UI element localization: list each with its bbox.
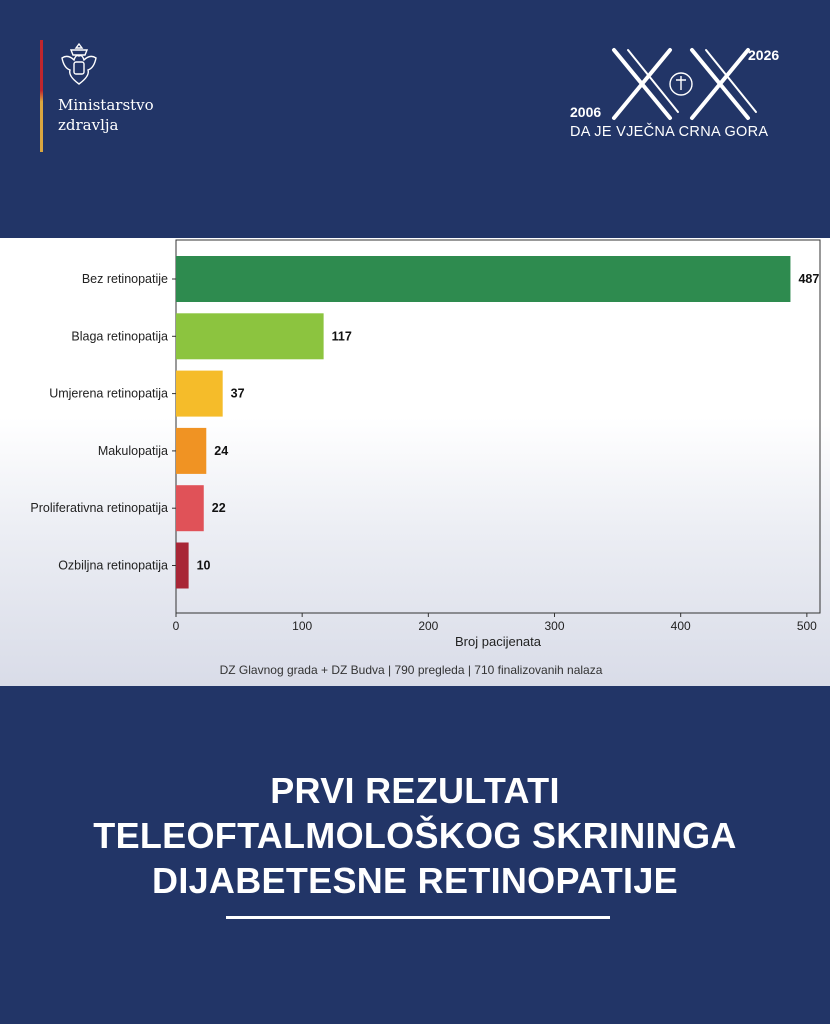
category-label-3: Umjerena retinopatija xyxy=(49,386,168,401)
bar-chart xyxy=(0,238,830,686)
chart-caption: DZ Glavnog grada + DZ Budva | 790 pregleda | 710 finalizovanih nalaza xyxy=(219,663,603,677)
header xyxy=(0,0,830,238)
headline-line-1: PRVI REZULTATI xyxy=(270,770,560,811)
x-axis-label: Broj pacijenata xyxy=(455,634,541,649)
bar-4 xyxy=(176,428,206,474)
category-label-4: Makulopatija xyxy=(97,443,168,458)
ministry-name: Ministarstvo zdravlja xyxy=(58,96,154,134)
x-tick-label-6: 500 xyxy=(796,619,817,633)
headline-underline xyxy=(226,916,610,919)
bar-2 xyxy=(176,313,324,359)
jubilee-motto: DA JE VJEČNA CRNA GORA xyxy=(570,124,769,140)
category-label-5: Proliferativna retinopatija xyxy=(30,501,168,516)
year-end: 2026 xyxy=(748,47,780,63)
year-start: 2006 xyxy=(570,104,602,120)
data-label-3: 37 xyxy=(230,386,245,401)
coat-of-arms-icon xyxy=(56,40,102,90)
headline-line-3: DIJABETESNE RETINOPATIJE xyxy=(152,860,678,901)
flag-stripe xyxy=(40,40,43,152)
data-label-6: 10 xyxy=(196,558,211,573)
headline xyxy=(0,768,830,903)
data-label-1: 487 xyxy=(798,272,820,286)
jubilee-logo xyxy=(566,42,806,152)
x-tick-label-2: 100 xyxy=(292,619,313,633)
headline-line-2: TELEOFTALMOLOŠKOG SKRININGA xyxy=(93,815,737,856)
category-label-1: Bez retinopatije xyxy=(81,272,168,286)
chart-panel xyxy=(0,238,830,686)
category-label-2: Blaga retinopatija xyxy=(71,329,168,344)
bar-6 xyxy=(176,543,189,589)
category-label-6: Ozbiljna retinopatija xyxy=(58,558,168,573)
x-tick-label-1: 0 xyxy=(172,619,180,633)
x-tick-label-4: 300 xyxy=(544,619,565,633)
bar-3 xyxy=(176,371,223,417)
data-label-2: 117 xyxy=(331,329,352,344)
x-tick-label-5: 400 xyxy=(670,619,691,633)
data-label-4: 24 xyxy=(214,443,229,458)
data-label-5: 22 xyxy=(211,501,226,516)
bar-1 xyxy=(176,256,790,302)
bar-5 xyxy=(176,485,204,531)
x-tick-label-3: 200 xyxy=(418,619,439,633)
